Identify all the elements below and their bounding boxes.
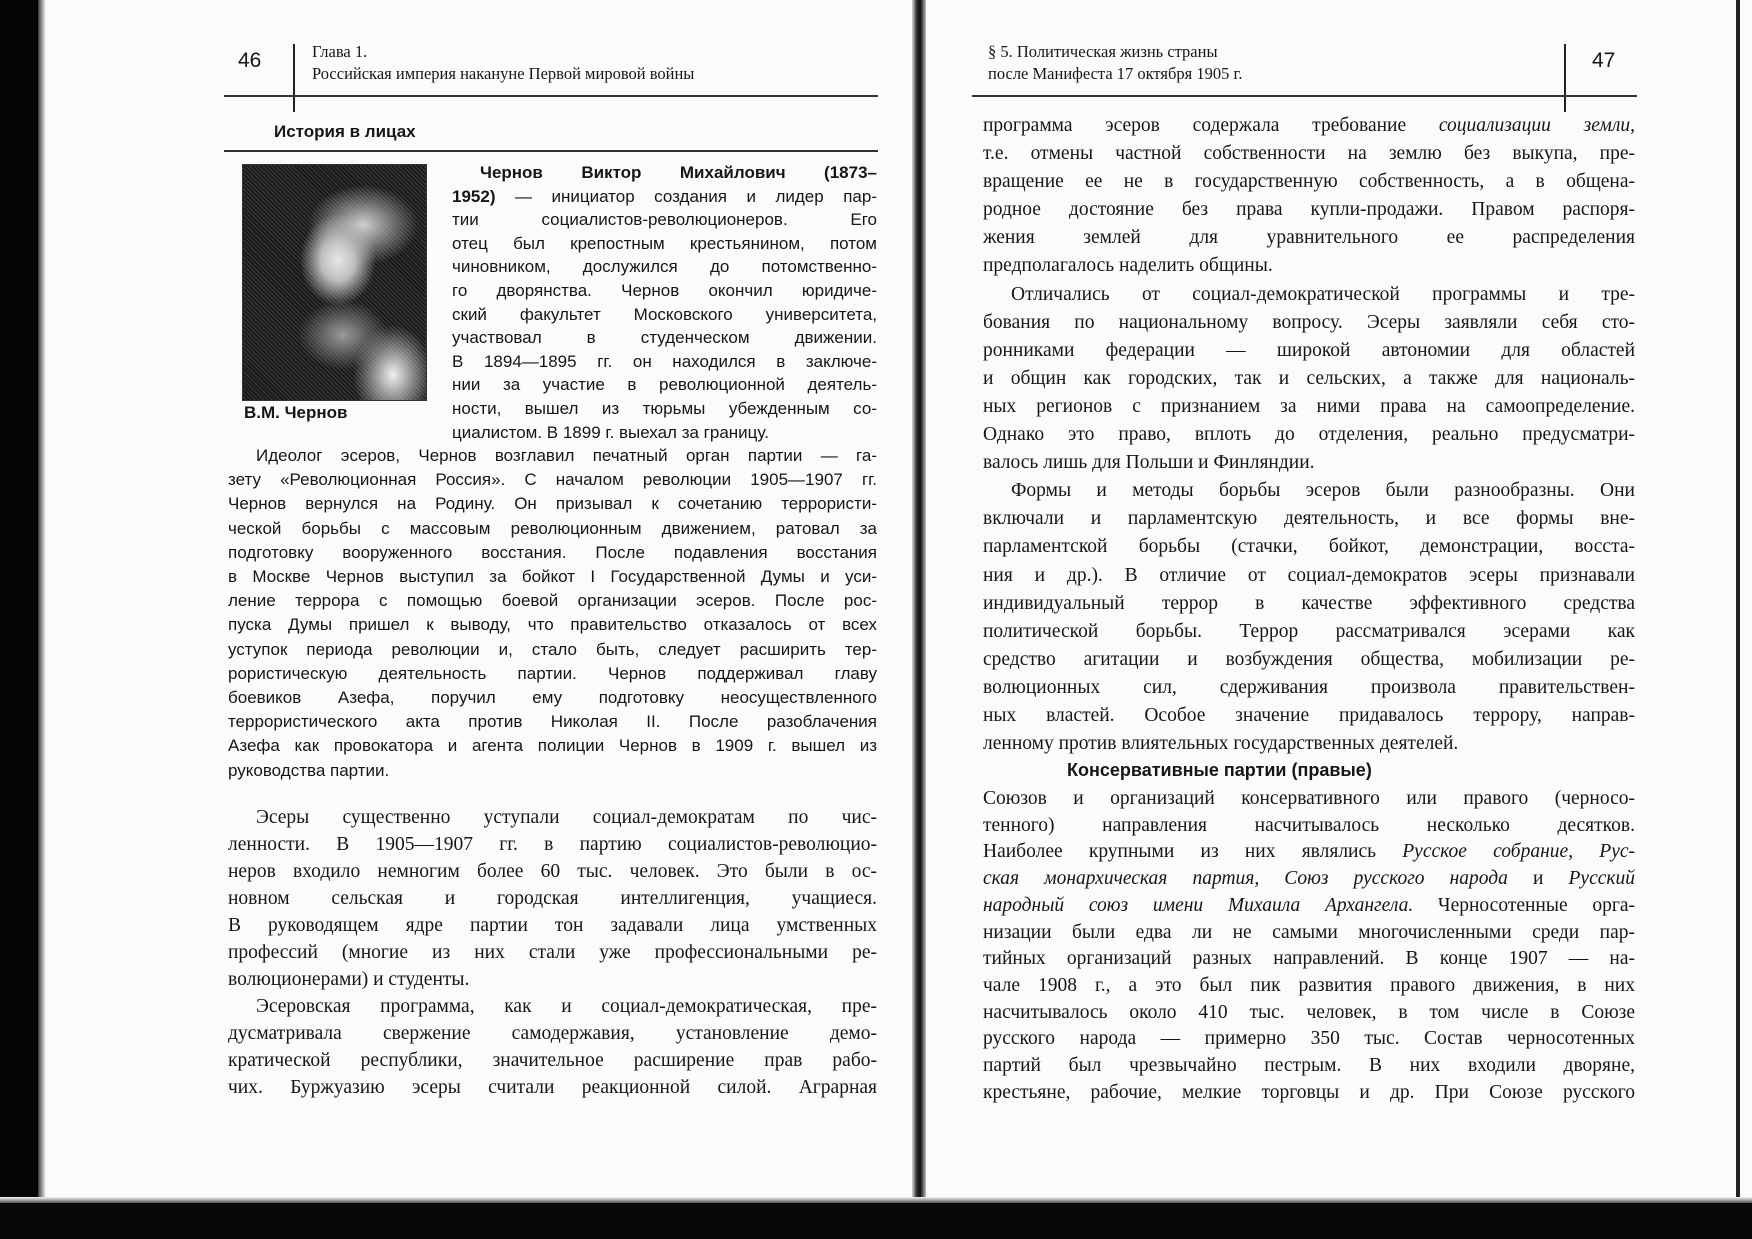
text-line: боевиков Азефа, поручил ему подготовку неосуществленного [228, 688, 877, 708]
header-divider [293, 44, 295, 112]
text-line: профессий (многие из них стали уже профессиональными ре- [228, 942, 877, 963]
text-line: жения землей для уравнительного ее распределения [983, 227, 1635, 249]
text-line: чих. Буржуазию эсеры считали реакционной силой. Аграрная [228, 1077, 877, 1098]
text-line: Отличались от социал-демократической программы и тре- [1011, 283, 1635, 305]
text-line: чале 1908 г., а это был пик развития правого движения, в них [983, 974, 1635, 996]
scan-edge-left [0, 0, 38, 1239]
bold-text: 1952) [452, 186, 496, 206]
text-line: в Москве Чернов выступил за бойкот I Государственной Думы и уси- [228, 567, 877, 587]
section-heading: Консервативные партии (правые) [1067, 760, 1372, 780]
text-line: отец был крепостным крестьянином, потом [452, 233, 877, 253]
bold-text: Чернов Виктор Михайлович (1873– [480, 163, 877, 182]
running-header [312, 41, 694, 85]
text-line: Союзов и организаций консервативного или правого (черносо- [983, 788, 1635, 809]
text-line: Формы и методы борьбы эсеров были разнообразны. Они [1011, 480, 1635, 502]
text-line: В 1894—1895 гг. он находился в заключе- [452, 351, 877, 371]
text-span: Черносотенные орга- [1413, 894, 1635, 916]
text-line: русского народа — примерно 350 тыс. Состав черносотенных [983, 1028, 1635, 1050]
text-line: новном сельская и городская интеллигенция, учащиеся. [228, 888, 877, 909]
italic-text: Русский [1568, 868, 1636, 890]
page-number: 46 [238, 49, 262, 72]
text-line [983, 893, 1635, 920]
text-line: средство агитации и возбуждения общества, мобилизации ре- [983, 648, 1635, 670]
text-line: ных властей. Особое значение придавалось террору, направ- [983, 704, 1635, 726]
text-line: предполагалось наделить общины. [983, 255, 1273, 277]
text-line [452, 185, 877, 209]
scan-edge-bottom [0, 1203, 1752, 1239]
bio-text [452, 161, 877, 444]
section-body-text [983, 786, 1635, 1106]
text-line: неров входило немногим более 60 тыс. человек. Это были в ос- [228, 861, 877, 882]
text-line: ский факультет Московского университета, [452, 304, 877, 324]
text-line: Однако это право, вплоть до отделения, реально предусматри- [983, 424, 1635, 446]
text-line: крестьяне, рабочие, мелкие торговцы и др. При Союзе русского [983, 1081, 1635, 1103]
scan-edge-right [1736, 0, 1740, 1210]
text-line: парламентской борьбы (стачки, бойкот, демонстрации, восста- [983, 536, 1635, 558]
text-span: Наиболее крупными из них являлись [983, 841, 1403, 863]
text-span: — инициатор создания и лидер пар- [495, 186, 877, 206]
text-line: дусматривала свержение самодержавия, установление демо- [228, 1023, 877, 1044]
text-line: вращение ее не в государственную собственность, а в общена- [983, 171, 1635, 193]
box-rule [224, 150, 878, 152]
text-line: партий был чрезвычайно пестрым. В них входили дворяне, [983, 1055, 1635, 1077]
header-divider [1564, 44, 1566, 112]
text-line: подготовку вооруженного восстания. После подавления восстания [228, 542, 877, 562]
section-title: после Манифеста 17 октября 1905 г. [988, 64, 1243, 83]
text-line [452, 161, 877, 185]
text-span: и [1507, 868, 1569, 890]
header-rule [224, 95, 878, 97]
text-line: Эсеры существенно уступали социал-демократам по чис- [256, 807, 877, 828]
text-span: программа эсеров содержала требование [983, 115, 1439, 136]
book-gutter [912, 0, 926, 1210]
text-line: тенного) направления насчитывалось несколько десятков. [983, 814, 1635, 836]
text-line: нии за участие в революционной деятель- [452, 375, 877, 395]
text-line: террористического акта против Николая II. После разоблачения [228, 712, 877, 732]
running-header [988, 41, 1243, 85]
text-line: кратической республики, значительное расширение прав рабо- [228, 1050, 877, 1071]
text-line: бования по национальному вопросу. Эсеры заявляли себя сто- [983, 311, 1635, 333]
right-body-text [983, 112, 1635, 758]
page-number: 47 [1592, 49, 1616, 72]
italic-text: ская монархическая партия, Союз русского народа [983, 868, 1508, 890]
text-line [983, 866, 1635, 893]
text-line: Идеолог эсеров, Чернов возглавил печатный орган партии — га- [256, 446, 877, 465]
chapter-number: Глава 1. [312, 42, 368, 61]
text-line: валось лишь для Польши и Финляндии. [983, 452, 1315, 474]
text-line: ческой борьбы с массовым революционным движением, ратовал за [228, 518, 877, 538]
italic-text: народный союз имени Михаила Архангела. [983, 894, 1414, 916]
text-line: ния и др.). В отличие от социал-демократов эсеры признавали [983, 564, 1635, 586]
text-line: Чернов вернулся на Родину. Он призывал к сочетанию террористи- [228, 494, 877, 514]
text-line: политической борьбы. Террор рассматривался эсерами как [983, 620, 1635, 642]
text-line: т.е. отмены частной собственности на землю без выкупа, пре- [983, 143, 1635, 165]
text-line: руководства партии. [228, 760, 390, 780]
text-line: волюционерами) и студенты. [228, 969, 470, 990]
text-line [983, 112, 1635, 140]
text-line: рористическую деятельность партии. Чернов поддерживал главу [228, 663, 877, 683]
text-line: низации были едва ли не самыми многочисленными среди пар- [983, 921, 1635, 943]
left-body-text [228, 804, 877, 1101]
text-line: уступок периода революции и, стало быть, следует расширить тер- [228, 639, 877, 659]
text-line: тии социалистов-революционеров. Его [452, 210, 877, 230]
box-title: История в лицах [274, 122, 416, 141]
bio-continuation-text [228, 444, 877, 783]
text-line: циалистом. В 1899 г. выехал за границу. [452, 422, 769, 442]
text-line: ных регионов с признанием за ними права на самоопределение. [983, 395, 1635, 417]
italic-text: Русское собрание, Рус- [1402, 841, 1635, 863]
portrait-caption: В.М. Чернов [244, 403, 348, 422]
text-line: пуска Думы пришел к выводу, что правительство отказалось от всех [228, 615, 877, 635]
header-rule [972, 95, 1637, 97]
text-line: В руководящем ядре партии тон задавали лица умственных [228, 915, 877, 936]
text-line: насчитывалось около 410 тыс. человек, в том числе в Союзе [983, 1001, 1635, 1023]
text-line: ронниками федерации — широкой автономии для областей [983, 339, 1635, 361]
text-line: ленности. В 1905—1907 гг. в партию социалистов-революцио- [228, 834, 877, 855]
text-line [983, 839, 1635, 866]
section-number: § 5. Политическая жизнь страны [988, 42, 1218, 61]
chapter-title: Российская империя накануне Первой мировой войны [312, 64, 695, 83]
text-line: родное достояние без права купли-продажи. Правом распоря- [983, 199, 1635, 221]
text-line: чиновником, дослужился до потомственно- [452, 257, 877, 277]
text-line: ленному против влиятельных государственных деятелей. [983, 733, 1459, 755]
text-line: тийных организаций разных направлений. В конце 1907 — на- [983, 948, 1635, 970]
text-line: Эсеровская программа, как и социал-демократическая, пре- [256, 996, 877, 1017]
text-line: и общин как городских, так и сельских, а также для националь- [983, 367, 1635, 389]
text-line: ности, вышел из тюрьмы убежденным со- [452, 398, 877, 418]
text-line: включали и парламентскую деятельность, и все формы вне- [983, 508, 1635, 530]
text-line: зету «Революционная Россия». С началом революции 1905—1907 гг. [228, 470, 877, 490]
text-line: волюционных сил, сдерживания произвола правительствен- [983, 676, 1635, 698]
italic-text: социализации земли, [1438, 115, 1635, 136]
text-line: индивидуальный террор в качестве эффективного средства [983, 592, 1635, 614]
text-line: ление террора с помощью боевой организации эсеров. После рос- [228, 591, 877, 611]
text-line: участвовал в студенческом движении. [452, 328, 877, 348]
portrait-image [242, 164, 427, 401]
text-line: го дворянства. Чернов окончил юридиче- [452, 280, 877, 300]
text-line: Азефа как провокатора и агента полиции Чернов в 1909 г. вышел из [228, 736, 877, 756]
